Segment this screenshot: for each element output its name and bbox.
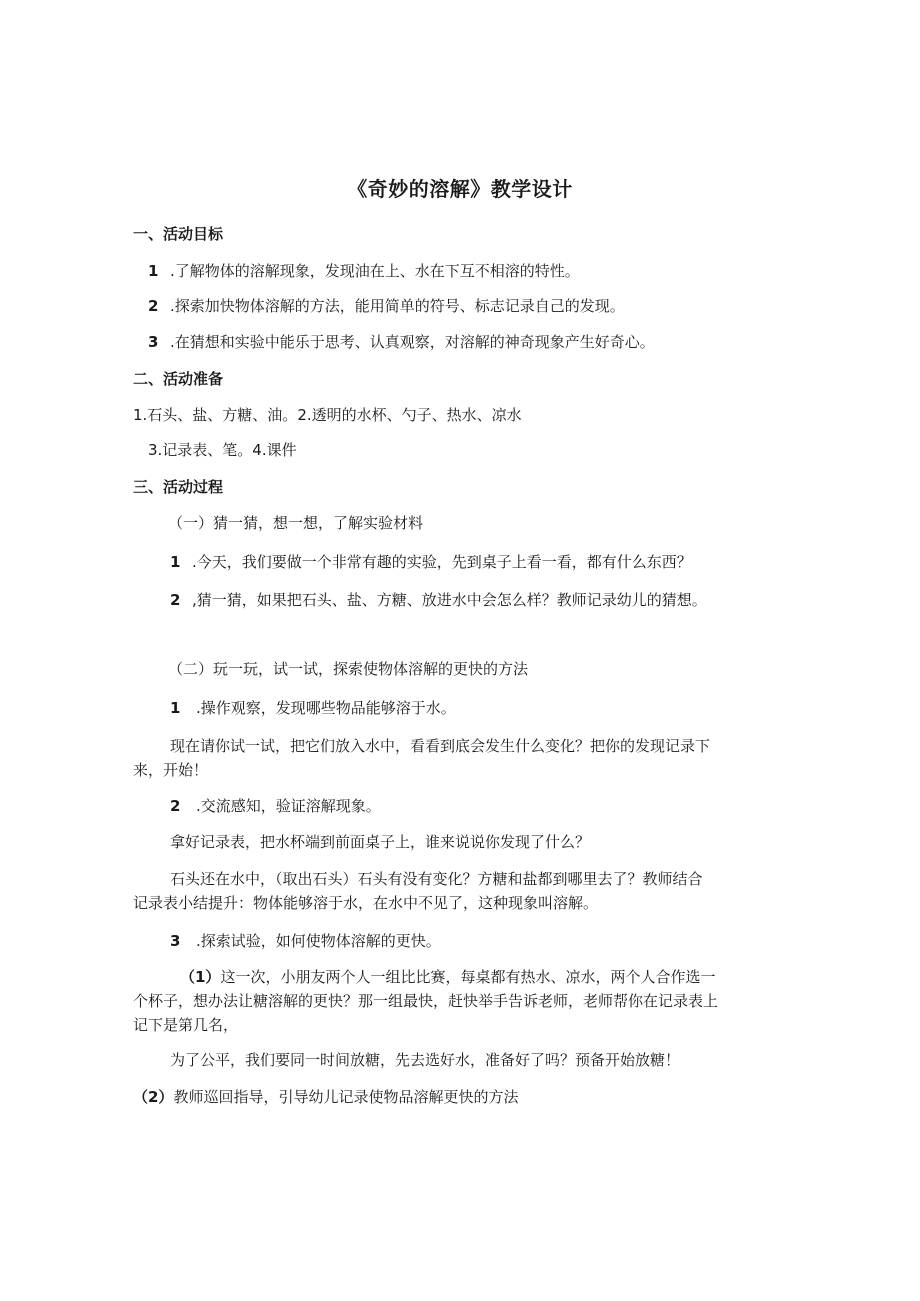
part2-paragraph-3-line-1: 石头还在水中，（取出石头）石头有没有变化？方糖和盐都到哪里去了？教师结合 <box>170 870 703 888</box>
goal-item-text: .了解物体的溶解现象，发现油在上、水在下互不相溶的特性。 <box>170 262 580 280</box>
subitem-1-label: （1） <box>180 968 221 986</box>
part2-title: （二）玩一玩，试一试，探索使物体溶解的更快的方法 <box>168 660 529 678</box>
part2-item-2 <box>170 796 381 816</box>
preparation-line-2: 3.记录表、笔。4.课件 <box>148 441 297 459</box>
goal-item-text: .在猜想和实验中能乐于思考、认真观察，对溶解的神奇现象产生好奇心。 <box>170 333 655 351</box>
part2-paragraph-4: 为了公平，我们要同一时间放糖，先去选好水，准备好了吗？预备开始放糖！ <box>170 1051 681 1069</box>
goal-item-text: .探索加快物体溶解的方法，能用简单的符号、标志记录自己的发现。 <box>170 297 625 315</box>
goal-item-number: 2 <box>148 297 159 315</box>
goal-item-number: 3 <box>148 333 159 351</box>
part2-paragraph-2: 拿好记录表，把水杯端到前面桌子上，谁来说说你发现了什么？ <box>170 833 591 851</box>
part2-item-1 <box>170 698 456 718</box>
goal-item-number: 1 <box>148 262 159 280</box>
part2-item-number: 1 <box>170 699 181 717</box>
goal-item-1 <box>148 261 580 281</box>
part2-paragraph-3-line-2: 记录表小结提升：物体能够溶于水，在水中不见了，这种现象叫溶解。 <box>133 894 599 912</box>
goal-item-2 <box>148 296 625 316</box>
section-heading-goals: 一、活动目标 <box>133 225 224 243</box>
part2-item-number: 3 <box>170 932 181 950</box>
goal-item-3 <box>148 332 655 352</box>
part1-item-text: ,猜一猜，如果把石头、盐、方糖、放进水中会怎么样？教师记录幼儿的猜想。 <box>192 591 707 609</box>
part2-item-text: .操作观察，发现哪些物品能够溶于水。 <box>196 699 456 717</box>
section-heading-process: 三、活动过程 <box>133 478 224 496</box>
part2-item-3 <box>170 931 441 951</box>
part2-paragraph-1-line-1: 现在请你试一试，把它们放入水中，看看到底会发生什么变化？把你的发现记录下 <box>170 737 711 755</box>
part1-item-number: 1 <box>170 553 181 571</box>
subitem-1-line-2: 个杯子，想办法让糖溶解的更快？那一组最快，赶快举手告诉老师，老师帮你在记录表上 <box>133 992 719 1010</box>
part1-item-2 <box>170 590 707 610</box>
section-heading-preparation: 二、活动准备 <box>133 370 224 388</box>
preparation-line-1: 1.石头、盐、方糖、油。2.透明的水杯、勺子、热水、凉水 <box>133 406 522 424</box>
part1-item-text: .今天，我们要做一个非常有趣的实验，先到桌子上看一看，都有什么东西？ <box>192 553 692 571</box>
subitem-1-line-3: 记下是第几名， <box>133 1016 239 1034</box>
subitem-2-text: 教师巡回指导，引导幼儿记录使物品溶解更快的方法 <box>173 1088 519 1106</box>
part2-paragraph-1-line-2: 来，开始！ <box>133 761 209 779</box>
subitem-2-label: （2） <box>133 1088 174 1106</box>
document-title: 《奇妙的溶解》教学设计 <box>347 177 573 201</box>
part1-item-number: 2 <box>170 591 181 609</box>
part1-title: （一）猜一猜，想一想，了解实验材料 <box>168 514 424 532</box>
part2-item-text: .探索试验，如何使物体溶解的更快。 <box>196 932 441 950</box>
part2-item-number: 2 <box>170 797 181 815</box>
subitem-1-line-1 <box>180 967 715 987</box>
subitem-1-text: 这一次，小朋友两个人一组比比赛，每桌都有热水、凉水，两个人合作选一 <box>220 968 716 986</box>
part2-item-text: .交流感知，验证溶解现象。 <box>196 797 381 815</box>
subitem-2 <box>133 1087 518 1107</box>
part1-item-1 <box>170 552 692 572</box>
